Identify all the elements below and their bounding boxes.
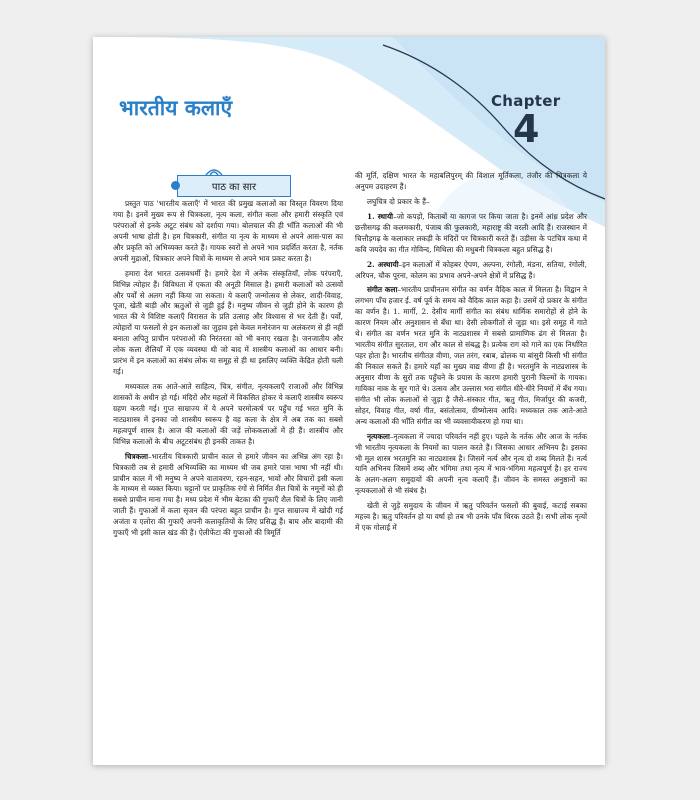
paragraph (355, 285, 587, 427)
paragraph-text: –इन कलाओं में कोहबर ऐपण, अल्पना, रंगोली, मंडना, सतिया, रंगोली, अरिपन, चौक पूरना, कोलम का प्रभाव अपने-अपने क्षेत्रों में प्रसिद्ध हैं। (355, 259, 587, 280)
left-column (113, 199, 343, 543)
chapter-number: 4 (513, 107, 540, 151)
paragraph: खेती से जुड़े समुदाय के जीवन में ऋतु परिवर्तन फसलों की बुवाई, कटाई सबका महत्त्व है। ऋतु परिवर्तन हो या वर्षा हो तब भी उनके पाँव थिरक उठते हैं। सभी लोक नृत्यों में एक गोलाई में (355, 501, 587, 533)
paragraph: प्रस्तुत पाठ 'भारतीय कलाएँ' में भारत की प्रमुख कलाओं का विस्तृत विवरण दिया गया है। इनमें मुख्य रूप से चित्रकला, नृत्य कला, संगीत कला और हमारी संस्कृति एवं परंपराओं से इनके अटूट संबंध को दर्शाया गया। बोलचाल की ही भाँति कलाओं की भी अपनी भाषा होती है। हम चित्रकारी, संगीत या नृत्य के माध्यम से अपने आस-पास का और प्रकृति को अभिव्यक्त करते हैं। गायक स्वरों से अपने भाव प्रदर्शित करता है, नर्तक अपनी मुद्राओं, चित्रकार अपने चित्रों के माध्यम से अपने भाव प्रकट करता है। (113, 199, 343, 263)
paragraph (355, 260, 587, 282)
book-page (93, 37, 605, 765)
paragraph (355, 212, 587, 256)
paragraph-text: –भारतीय प्राचीनतम संगीत का वर्णन वैदिक काल में मिलता है। विद्वान ने लगभग पाँच हजार ई. वर्ष पूर्व के समय को वैदिक काल कहा है। उसमें दो प्रकार के संगीत का वर्णन है। 1. मार्गी, 2. देसीय मार्गी संगीत का संबंध धार्मिक समारोहों से होने के कारण नियम और अनुशासन से बँधा था। देसी लोकगीतों से जुड़ा था। इसे समूह में गाते थे। संगीत का वर्णन भरत मुनि के नाट्यशास्त्र में सबसे प्रामाणिक ढंग से मिलता है। भारतीय संगीत सुरताल, राग और काल से संबद्ध है। प्रत्येक राग को गाने का एक निर्धारित पहर होता है। भारतीय संगीतज्ञ वीणा, जल तरंग, रबाब, ढोलक या बांसुरी किसी भी संगीत की निकाल सकते हैं। हमारे यहाँ का मुख्य वाद्य वीणा ही है। भरतमुनि के नाट्यशास्त्र के अनुसार वीणा के सुरों तक पहुँचने के प्रयास के कारण हमारी पुरानी फिल्मों के गायक। गायिका नाक के सुर गाते थे। उत्सव और उल्लास भरा संगीत धीरे-धीरे नियमों में बँध गया। संगीत भी लोक कलाओं से जुड़ा है जैसे–संस्कार गीत, ऋतु गीत, मिर्जापुर की कजरी, सोहर, विवाह गीत, वर्षा गीत, बसंतोत्सव, ग्रीष्मोत्सव आदि। मध्यकाल तक आते-आते अन्य कलाओं की भाँति संगीत का भी व्यवसायीकरण हो गया था। (355, 285, 587, 426)
paragraph (113, 452, 343, 540)
paragraph-text: –भारतीय चित्रकारी प्राचीन काल से हमारे जीवन का अभिन्न अंग रहा है। चित्रकारी तब से हमारी अभिव्यक्ति का माध्यम थी जब हमारे पास भाषा भी नहीं थी। प्राचीन काल में भी मनुष्य ने अपने वातावरण, रहन-सहन, भावों और विचारों इसी कला के माध्यम से व्यक्त किया। चट्टानों पर प्राकृतिक रंगों से निर्मित शैल चित्रों के नमूनों को ही सबसे प्राचीन माना गया है। मध्य प्रदेश में भीम बेटका की गुफाएँ शैल चित्रों के लिए जानी जाती हैं। गुफाओं में कला सृजन की परंपरा बहुत प्राचीन है। गुप्त साम्राज्य में खोदी गई अजंता व एलोरा की गुफाएँ अपनी कलाकृतियों के लिए प्रसिद्ध हैं। बाघ और बादामी की गुफाएँ भी इसी काल खंड की हैं। ऐलीफेंटा की गुफाओं की त्रिमूर्ति (113, 451, 343, 538)
paragraph: की मूर्ति, दक्षिण भारत के महाबलिपुरम् की विशाल मूर्तिकला, तंजौर की चित्रकला ये अनुपम उदाहरण हैं। (355, 171, 587, 191)
paragraph-label: चित्रकला (125, 451, 148, 461)
paragraph-label: नृत्यकला (367, 431, 390, 441)
right-column (355, 171, 587, 538)
bullet-dot-icon (171, 181, 180, 190)
chapter-label: Chapter (491, 92, 561, 110)
summary-heading-box (177, 175, 291, 197)
paragraph: हमारा देश भारत उत्सवधर्मी है। हमारे देश में अनेक संस्कृतियाँ, लोक परंपराएँ, विभिन्न त्योहार हैं। विविधता में एकता की अनूठी मिसाल है। हमारी कलाओं को उत्सवों और पर्वों से अलग नहीं किया जा सकता। ये कलाएँ जन्मोत्सव से लेकर, शादी-विवाह, पूजा, खेती बाड़ी और ऋतुओं से जुड़ी हुई हैं। मनुष्य जीवन से जुड़ी होने के कारण ही भारत की ये विशिष्ट कलाएँ विरासत के प्रति उत्साह और विश्वास से भर देती हैं। पर्वों, त्योहारों या फसलों से इन कलाओं का जुड़ाव इसे केवल मनोरंजन या अलंकरण से ही नहीं बनाता अपितु प्राचीन परंपराओं की निरंतरता को भी बनाए रखता है। जनजातीय और लोक कला शैलियाँ में एक व्यवस्था थी जो बाद में शास्त्रीय कलाओं का आधार बनी। प्रारंभ में इन कलाओं का संबंध लोक या समूह से ही था इसलिए व्यक्ति केंद्रित होती चली गई। (113, 268, 343, 377)
page-title: भारतीय कलाएँ (119, 96, 233, 120)
paragraph (355, 432, 587, 498)
paragraph-label: 1. स्थायी (367, 211, 394, 221)
paragraph-text: –नृत्यकला में ज्यादा परिवर्तन नहीं हुए। पहले के नर्तक और आज के नर्तक भी भारतीय नृत्यकला के नियमों का पालन करते हैं। जिसका आधार अभिनय है। इसका भी मूल शास्त्र भरतमुनि का नाट्यशास्त्र है। जिसमें नर्त्य और नृत्य दो शब्द मिलते हैं। नर्त्य यानि अभिनय जिसमें शब्द और भंगिमा तथा नृत्य में भाव-भंगिमा महत्वपूर्ण है। हर राज्य के अलग-अलग समुदायों की अपनी नृत्य कलाएँ हैं। जीवन के समस्त अनुष्ठानों का नृत्यकलाओं से भी संबंध है। (355, 431, 587, 496)
paragraph-label: 2. अस्थायी (367, 259, 399, 269)
paragraph: लघुचित्र दो प्रकार के हैं– (367, 196, 430, 206)
paragraph: मध्यकाल तक आते-आते साहित्य, चित्र, संगीत, नृत्यकलाएँ राजाओं और विभिन्न शासकों के अधीन हो गई। मंदिरों और महलों में विकसित होकर ये कलाएँ शास्त्रीय स्वरूप ग्रहण करती गई। गुप्त साम्राज्य में ये अपने चरमोत्कर्ष पर पहुँच गई भरत मुनि के नाट्यशास्त्र में इनका जो शास्त्रीय स्वरूप है वह कला के क्षेत्र में अब तक का सबसे महत्वपूर्ण शास्त्र है। आज की कलाओं की जड़ें लोककलाओं में ही हैं। शास्त्रीय और विभिन्न कलाओं के बीच अटूटसंबंध ही इनकी ताकत है। (113, 382, 343, 446)
summary-heading: पाठ का सार (211, 182, 257, 193)
paragraph-label: संगीत कला (367, 285, 398, 295)
paragraph-text: –जो कपड़ों, किताबों या कागज पर किया जाता है। इनमें आंध्र प्रदेश और छत्तीसगढ़ की कलमकारी, पंजाब की फुलकारी, महाराष्ट्र की वरली आदि हैं। राजस्थान में चित्तौड़गढ़ के कलाकार लकड़ी के मंदिरों पर चित्रकारी करते हैं। उड़ीसा के पटचित्र कथा में कवि जयदेव का गीत गोविन्द, मिथिला की मधुबनी चित्रकला बहुत प्रसिद्ध है। (355, 211, 587, 254)
